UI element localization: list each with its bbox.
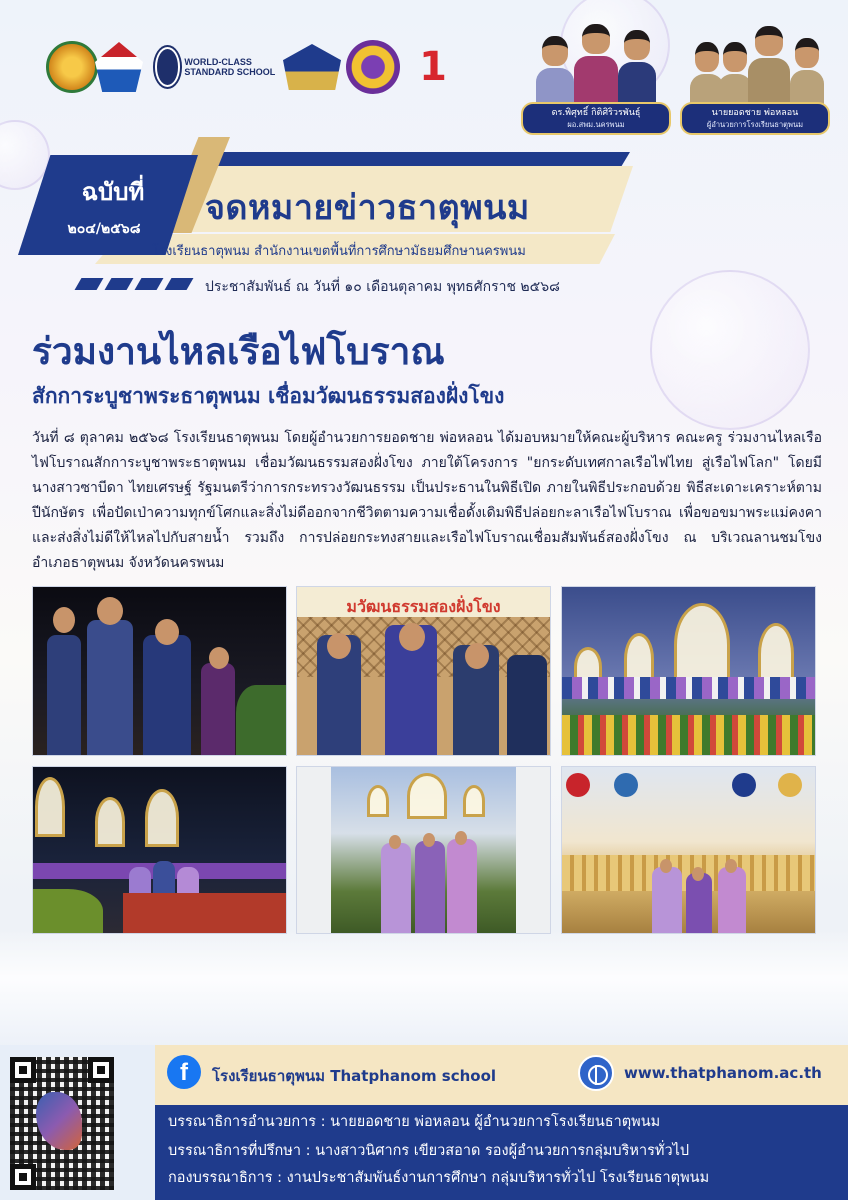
decorative-bubble xyxy=(650,270,810,430)
facebook-link[interactable]: โรงเรียนธาตุพนม Thatphanom school xyxy=(212,1067,497,1085)
event-photo-1 xyxy=(32,586,287,756)
qr-corner xyxy=(88,1057,114,1083)
event-photo-6 xyxy=(561,766,816,934)
number-one-logo xyxy=(410,40,456,94)
article-headline: ร่วมงานไหลเรือไฟโบราณ xyxy=(32,330,445,373)
banner-top-line xyxy=(210,152,630,166)
event-photo-3 xyxy=(561,586,816,756)
official-portrait xyxy=(748,26,790,114)
world-class-logo xyxy=(155,40,280,94)
credit-editorial: กองบรรณาธิการ : งานประชาสัมพันธ์งานการศึกษา กลุ่มบริหารทั่วไป โรงเรียนธาตุพนม xyxy=(168,1170,710,1186)
article-body: วันที่ ๘ ตุลาคม ๒๕๖๘ โรงเรียนธาตุพนม โดยผู้อำนวยการยอดชาย พ่อหลอน ได้มอบหมายให้คณะผู้บริหาร คณะครู ร่วมงานไหลเรือไฟโบราณสักการะบูชาพระธาตุพนม เชื่อมวัฒนธรรมสองฝั่งโขง ภายใต้โครงการ "ยกระดับเทศกาลเรือไฟไทย สู่เรือไฟโลก" โดยมี นางสาวซาบีดา ไทยเศรษฐ์ รัฐมนตรีว่าการกระทรวงวัฒนธรรม เป็นประธานในพิธีเปิด ภายในพิธีประกอบด้วย พิธีสะเดาะเคราะห์ตามปีนักษัตร เพื่อปัดเป่าความทุกข์โศกและสิ่งไม่ดีออกจากชีวิตตามความเชื่อดั้งเดิมพิธีปล่อยกะลาเรือไฟโบราณ เพื่อขอขมาพระแม่คงคา และส่งสิ่งไม่ดีให้ไหลไปกับสายน้ำ รวมถึง การปล่อยกระทงสายและเรือไฟโบราณเชื่อมสัมพันธ์สองฝั่งโขง ณ บริเวณลานชมโขง อำเภอธาตุพนม จังหวัดนครพนม xyxy=(32,430,822,571)
newsletter-subtitle: โรงเรียนธาตุพนม สำนักงานเขตพื้นที่การศึกษามัธยมศึกษานครพนม xyxy=(152,244,526,259)
facebook-icon[interactable]: f xyxy=(167,1055,201,1089)
decorative-dashes xyxy=(78,278,190,290)
article-subheadline: สักการะบูชาพระธาตุพนม เชื่อมวัฒนธรรมสองฝั่งโขง xyxy=(32,384,505,408)
official-title: ผอ.สพม.นครพนม xyxy=(567,120,625,129)
cloud-backdrop xyxy=(0,930,848,1050)
event-photo-2 xyxy=(296,586,551,756)
official-title: ผู้อำนวยการโรงเรียนธาตุพนม xyxy=(706,120,804,129)
newsletter-title: จดหมายข่าวธาตุพนม xyxy=(205,188,530,228)
official-portrait xyxy=(574,24,618,112)
official-portrait xyxy=(536,36,574,112)
school-crest-logo xyxy=(283,40,341,94)
world-class-text: WORLD-CLASS STANDARD SCHOOL xyxy=(184,57,276,77)
qr-corner xyxy=(10,1057,36,1083)
photo-banner-text: มวัฒนธรรมสองฝั่งโขง xyxy=(346,597,501,616)
credit-director: บรรณาธิการอำนวยการ : นายยอดชาย พ่อหลอน ผู้อำนวยการโรงเรียนธาตุพนม xyxy=(168,1114,661,1130)
official-name: นายยอดชาย พ่อหลอน xyxy=(711,108,799,118)
one-badge: 1 xyxy=(419,44,447,90)
district-logo xyxy=(346,40,400,94)
official-nameplate-left xyxy=(521,102,671,135)
qr-corner xyxy=(10,1164,36,1190)
event-photo-4 xyxy=(32,766,287,934)
globe-icon xyxy=(155,47,180,87)
official-nameplate-right xyxy=(680,102,830,135)
event-photo-5 xyxy=(296,766,551,934)
publish-date: ประชาสัมพันธ์ ณ วันที่ ๑๐ เดือนตุลาคม พุทธศักราช ๒๕๖๘ xyxy=(205,279,560,295)
issue-label: ฉบับที่ xyxy=(81,177,145,206)
obec-logo xyxy=(95,40,143,94)
website-link[interactable]: www.thatphanom.ac.th xyxy=(624,1064,822,1082)
issue-number: ๒๐๔/๒๕๖๘ xyxy=(67,221,141,237)
credit-advisor: บรรณาธิการที่ปรึกษา : นางสาวนิศากร เขียวสอาด รองผู้อำนวยการกลุ่มบริหารทั่วไป xyxy=(168,1143,690,1159)
official-portrait xyxy=(618,30,656,112)
official-name: ดร.พิศุทธิ์ กิติศิริวรพันธุ์ xyxy=(551,108,641,118)
globe-icon[interactable] xyxy=(578,1055,614,1091)
ministry-logo xyxy=(46,40,98,94)
